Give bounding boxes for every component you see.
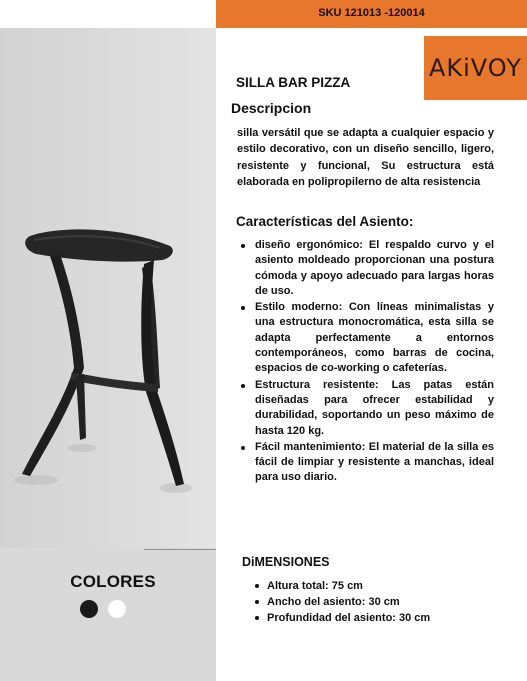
feature-text: Fácil mantenimiento: El material de la silla es fácil de limpiar y resistente a manchas, ideal para uso diario. (255, 440, 494, 484)
bullet-icon (255, 616, 259, 620)
feature-item (241, 238, 494, 299)
product-photo (0, 28, 216, 548)
bar-stool-image (0, 28, 216, 548)
description-text: silla versátil que se adapta a cualquier espacio y estilo decorativo, con un diseño sencillo, ligero, resistente y funcional, Su estructura está elaborada en polipropilerno de alta resistencia (237, 127, 494, 188)
feature-item (241, 378, 494, 439)
color-swatch-black[interactable] (80, 600, 98, 618)
left-panel (0, 0, 216, 681)
dimension-item (255, 610, 485, 626)
accent-rule (144, 549, 216, 550)
features-heading: Características del Asiento: (236, 214, 414, 229)
bullet-icon (241, 446, 245, 450)
features-list (241, 238, 494, 487)
logo-text: AKiVOY (428, 54, 523, 82)
feature-text: Estructura resistente: Las patas están diseñadas para ofrecer estabilidad y durabilidad, soportando un peso máximo de hasta 120 kg. (255, 378, 494, 437)
bullet-icon (255, 584, 259, 588)
brand-logo (424, 36, 527, 100)
top-white-strip (0, 0, 216, 28)
feature-item (241, 440, 494, 486)
feature-item (241, 300, 494, 376)
feature-text: Estilo moderno: Con líneas minimalistas y una estructura monocromática, esta silla se adapta perfectamente a entornos contemporáneos, como barras de cocina, espacios de co-working o cafeterías. (255, 301, 494, 375)
dimension-text: Ancho del asiento: 30 cm (267, 596, 400, 608)
sku-label: SKU 121013 -120014 (318, 7, 425, 19)
dimension-text: Altura total: 75 cm (267, 580, 363, 592)
dimensions-list (255, 578, 485, 626)
color-swatch-white[interactable] (108, 600, 126, 618)
dimension-text: Profundidad del asiento: 30 cm (267, 612, 431, 624)
colors-heading: COLORES (70, 572, 156, 591)
feature-text: diseño ergonómico: El respaldo curvo y el asiento moldeado proporcionan una postura cómoda y apoyo adecuado para largas horas de uso. (255, 239, 494, 297)
bullet-icon (241, 244, 245, 248)
dimensions-heading: DiMENSIONES (242, 555, 330, 569)
dimension-item (255, 578, 485, 594)
product-title: SILLA BAR PIZZA (236, 75, 351, 90)
bullet-icon (255, 600, 259, 604)
description-heading: Descripcion (231, 100, 312, 116)
dimension-item (255, 594, 485, 610)
bullet-icon (241, 306, 245, 310)
bullet-icon (241, 384, 245, 388)
sku-header-bar (216, 0, 527, 28)
